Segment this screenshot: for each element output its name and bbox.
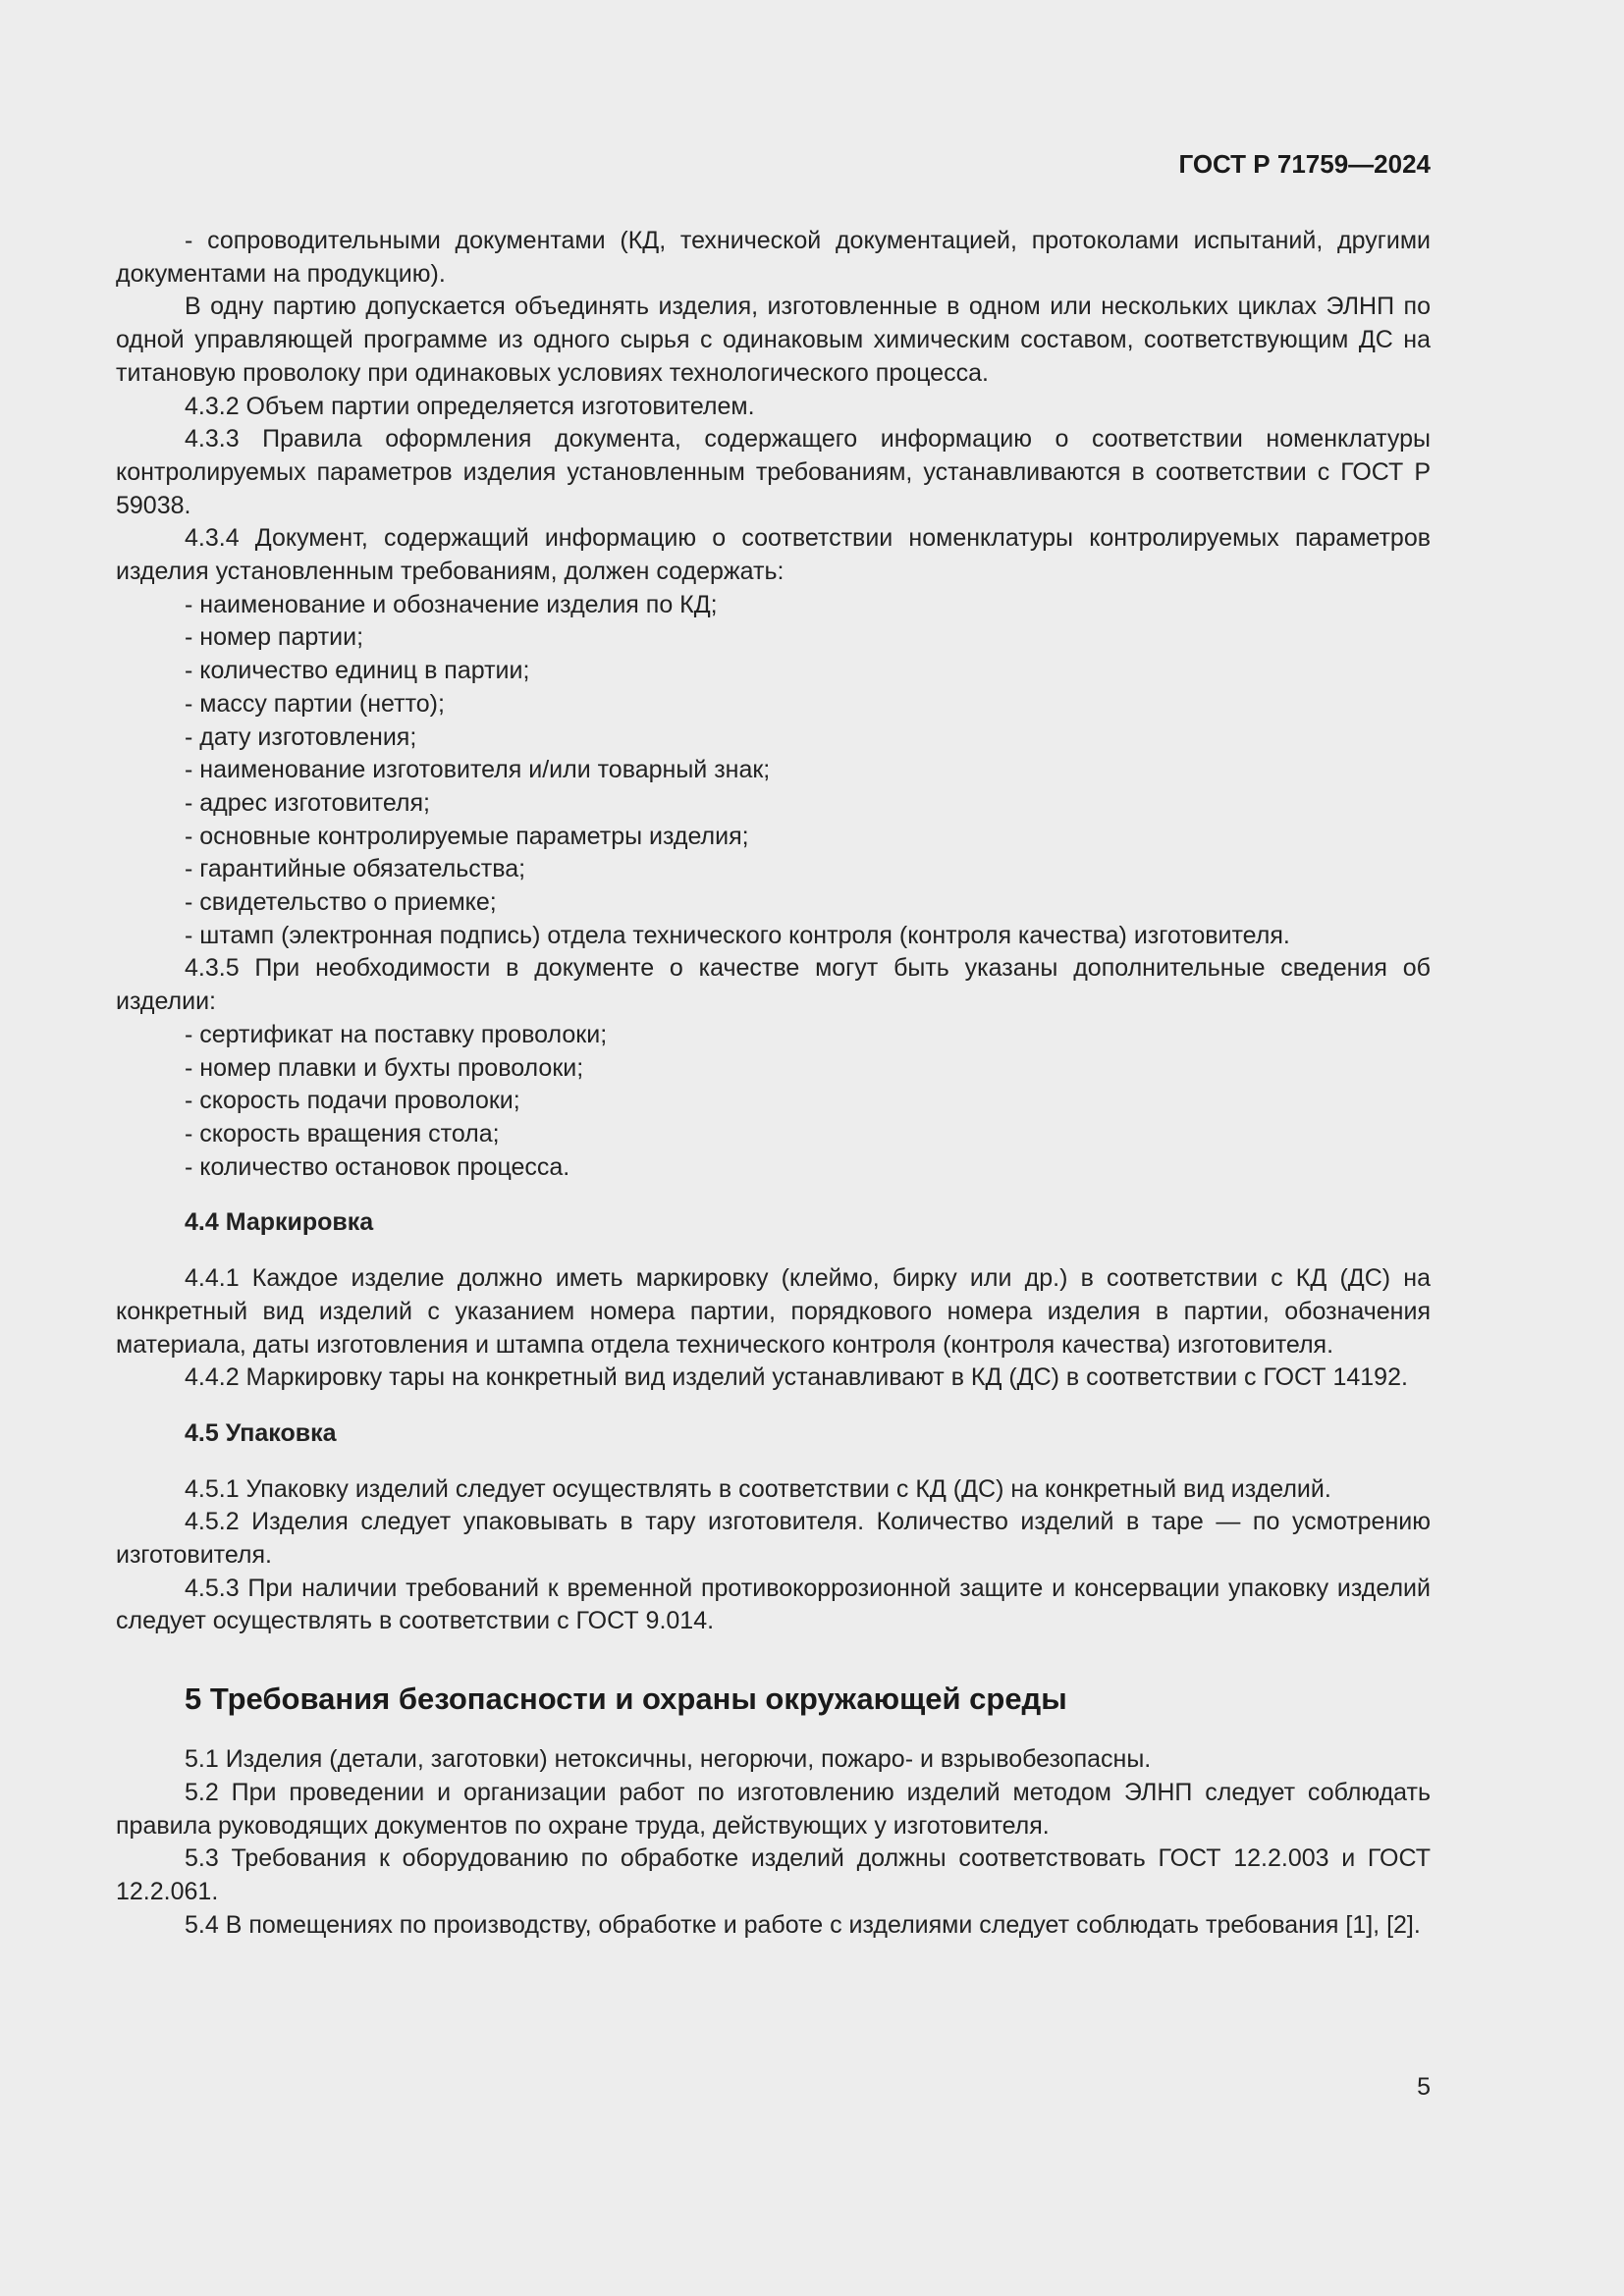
clause-5-3: 5.3 Требования к оборудованию по обработке изделий должны соответствовать ГОСТ 12.2.003 и ГОСТ 12.2.061. (116, 1844, 1431, 1905)
list-item: - скорость вращения стола; (185, 1119, 500, 1148)
list-item: - количество единиц в партии; (185, 657, 530, 685)
clause-5-2: 5.2 При проведении и организации работ по изготовлению изделий методом ЭЛНП следует соблюдать правила руководящих документов по охране труда, действующих у изготовителя. (116, 1778, 1431, 1840)
document-number: ГОСТ Р 71759—2024 (1178, 149, 1431, 179)
clause-4-3-4: 4.3.4 Документ, содержащий информацию о соответствии номенклатуры контролируемых параметров изделия установленным требованиям, должен содержать: (116, 524, 1431, 586)
list-item: - свидетельство о приемке; (185, 888, 497, 917)
clause-5-1: 5.1 Изделия (детали, заготовки) нетоксичны, негорючи, пожаро- и взрывобезопасны. (185, 1745, 1152, 1774)
page-body (116, 225, 1431, 1942)
list-item: - наименование и обозначение изделия по КД; (185, 590, 718, 618)
list-item: - сертификат на поставку проволоки; (185, 1020, 608, 1048)
clause-4-3-2: 4.3.2 Объем партии определяется изготовителем. (185, 392, 755, 420)
clause-4-5-2: 4.5.2 Изделия следует упаковывать в тару изготовителя. Количество изделий в таре — по усмотрению изготовителя. (116, 1508, 1431, 1570)
list-item: - скорость подачи проволоки; (185, 1087, 520, 1115)
clause-4-5-1: 4.5.1 Упаковку изделий следует осуществлять в соответствии с КД (ДС) на конкретный вид изделий. (185, 1474, 1331, 1503)
clause-5-4: 5.4 В помещениях по производству, обработке и работе с изделиями следует соблюдать требования [1], [2]. (185, 1910, 1421, 1939)
list-item: - номер партии; (185, 623, 364, 652)
clause-4-4-2: 4.4.2 Маркировку тары на конкретный вид изделий устанавливают в КД (ДС) в соответствии с ГОСТ 14192. (185, 1363, 1408, 1392)
list-item: - гарантийные обязательства; (185, 855, 526, 883)
clause-4-3-5: 4.3.5 При необходимости в документе о качестве могут быть указаны дополнительные сведения об изделии: (116, 954, 1431, 1016)
list-item: - дату изготовления; (185, 722, 417, 751)
list-item: - номер плавки и бухты проволоки; (185, 1053, 584, 1082)
list-item: - штамп (электронная подпись) отдела технического контроля (контроля качества) изготовителя. (185, 921, 1290, 949)
list-item: - количество остановок процесса. (185, 1152, 570, 1181)
section-heading-4-5: 4.5 Упаковка (185, 1418, 337, 1447)
list-item: - наименование изготовителя и/или товарный знак; (185, 756, 771, 784)
clause-4-4-1: 4.4.1 Каждое изделие должно иметь маркировку (клеймо, бирку или др.) в соответствии с КД (ДС) на конкретный вид изделий с указанием номера партии, порядкового номера изделия в партии, обозначения материала, даты изготовления и штампа отдела технического контроля (контроля качества) изготовителя. (116, 1264, 1431, 1359)
additional-info-list (116, 1019, 1431, 1185)
page-number: 5 (1417, 2073, 1431, 2101)
section-heading-5: 5 Требования безопасности и охраны окружающей среды (185, 1682, 1067, 1717)
paragraph: В одну партию допускается объединять изделия, изготовленные в одном или нескольких циклах ЭЛНП по одной управляющей программе из одного сырья с одинаковым химическим составом, соответствующим ДС на титановую проволоку при одинаковых условиях технологического процесса. (116, 293, 1431, 387)
clause-4-3-3: 4.3.3 Правила оформления документа, содержащего информацию о соответствии номенклатуры контролируемых параметров изделия установленным требованиям, устанавливаются в соответствии с ГОСТ Р 59038. (116, 425, 1431, 519)
clause-4-5-3: 4.5.3 При наличии требований к временной противокоррозионной защите и консервации упаковку изделий следует осуществлять в соответствии с ГОСТ 9.014. (116, 1574, 1431, 1635)
list-item: - основные контролируемые параметры изделия; (185, 822, 749, 850)
list-item: - адрес изготовителя; (185, 788, 430, 817)
section-heading-4-4: 4.4 Маркировка (185, 1208, 374, 1237)
list-item: - массу партии (нетто); (185, 689, 445, 718)
paragraph: - сопроводительными документами (КД, технической документацией, протоколами испытаний, другими документами на продукцию). (116, 227, 1431, 288)
required-contents-list (116, 589, 1431, 953)
